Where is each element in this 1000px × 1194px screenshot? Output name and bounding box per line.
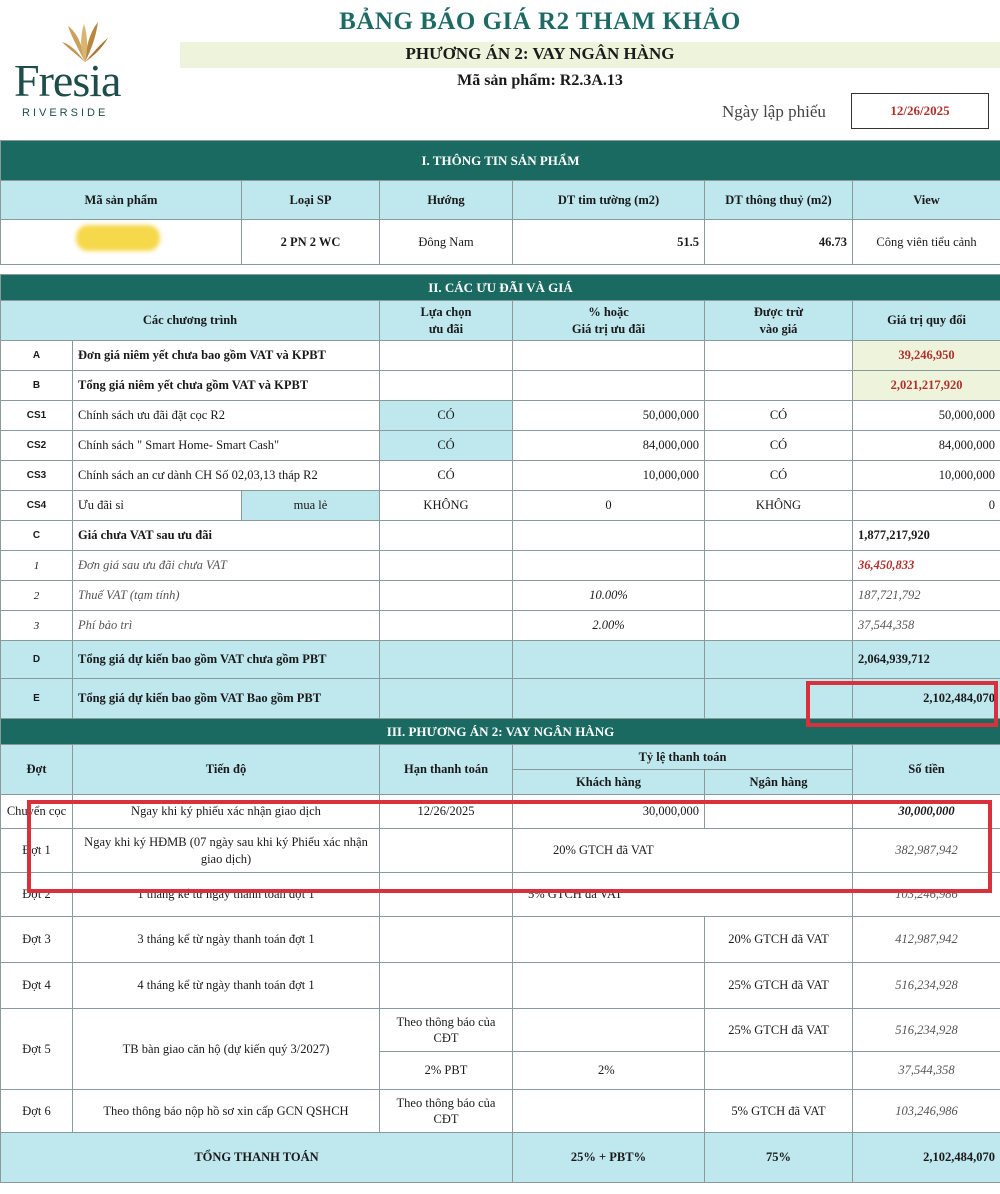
row-index: 3: [1, 611, 73, 641]
row-progress: 1 tháng kể từ ngày thanh toán đợt 1: [73, 873, 380, 917]
row-phase: Đợt 1: [1, 829, 73, 873]
row-progress: TB bàn giao căn hộ (dự kiến quý 3/2027): [73, 1009, 380, 1090]
col-header-deduct: Được trừ vào giá: [705, 301, 853, 341]
col-header-amount: Số tiền: [853, 745, 1000, 795]
row-choice: [380, 641, 513, 679]
row-pct: 50,000,000: [513, 401, 705, 431]
row-index: CS4: [1, 491, 73, 521]
row-choice[interactable]: CÓ: [380, 401, 513, 431]
row-amount: 412,987,942: [853, 917, 1000, 963]
row-index: 1: [1, 551, 73, 581]
col-header-view: View: [853, 181, 1000, 220]
col-header-direction: Hướng: [380, 181, 513, 220]
row-pct: [513, 641, 705, 679]
row-customer: [513, 1009, 705, 1052]
row-choice: [380, 551, 513, 581]
row-value: 39,246,950: [853, 341, 1000, 371]
col-header-area-wall: DT tim tường (m2): [513, 181, 705, 220]
col-header-ratio: Tỷ lệ thanh toán: [513, 745, 853, 770]
row-name: Đơn giá niêm yết chưa bao gồm VAT và KPBT: [73, 341, 380, 371]
row-progress: 3 tháng kể từ ngày thanh toán đợt 1: [73, 917, 380, 963]
row-amount: 516,234,928: [853, 1009, 1000, 1052]
row-phase: Đợt 5: [1, 1009, 73, 1090]
row-name: Thuế VAT (tạm tính): [73, 581, 380, 611]
row-name: Đơn giá sau ưu đãi chưa VAT: [73, 551, 380, 581]
table-row: [1, 521, 1000, 551]
row-deadline: Theo thông báo của CĐT: [380, 1090, 513, 1133]
table-row: [1, 491, 1000, 521]
row-bank: 5% GTCH đã VAT: [705, 1090, 853, 1133]
col-header-value: Giá trị quy đổi: [853, 301, 1000, 341]
row-deadline: [380, 963, 513, 1009]
row-deduct: [705, 611, 853, 641]
row-index: CS2: [1, 431, 73, 461]
section-2-title: II. CÁC ƯU ĐÃI VÀ GIÁ: [1, 275, 1000, 301]
row-choice[interactable]: KHÔNG: [380, 491, 513, 521]
row-progress: Theo thông báo nộp hồ sơ xin cấp GCN QSHCH: [73, 1090, 380, 1133]
row-phase: Đợt 4: [1, 963, 73, 1009]
row-deadline: Theo thông báo của CĐT: [380, 1009, 513, 1052]
page-title: BẢNG BÁO GIÁ R2 THAM KHẢO: [339, 8, 741, 35]
row-value: 36,450,833: [853, 551, 1000, 581]
col-header-progress: Tiến độ: [73, 745, 380, 795]
product-code-line: Mã sản phẩm: R2.3A.13: [457, 72, 623, 89]
row-pct: [513, 371, 705, 401]
table-row: [1, 341, 1000, 371]
row-pct: 0: [513, 491, 705, 521]
page-subtitle: PHƯƠNG ÁN 2: VAY NGÂN HÀNG: [405, 44, 675, 63]
row-customer: 20% GTCH đã VAT: [513, 829, 853, 873]
row-bank: 25% GTCH đã VAT: [705, 963, 853, 1009]
row-deduct: KHÔNG: [705, 491, 853, 521]
row-value: 84,000,000: [853, 431, 1000, 461]
date-label: Ngày lập phiếu: [722, 102, 826, 121]
row-value: 2,102,484,070: [853, 679, 1000, 719]
row-phase: Chuyển cọc: [1, 795, 73, 829]
row-pct: 2.00%: [513, 611, 705, 641]
col-header-deadline: Hạn thanh toán: [380, 745, 513, 795]
cell-type: 2 PN 2 WC: [242, 220, 380, 265]
row-value: 10,000,000: [853, 461, 1000, 491]
row-index: A: [1, 341, 73, 371]
highlight-box-deposit-rows: [27, 800, 992, 893]
row-index: CS1: [1, 401, 73, 431]
section-1-title: I. THÔNG TIN SẢN PHẨM: [1, 141, 1000, 181]
row-deadline: 2% PBT: [380, 1052, 513, 1090]
row-deduct: [705, 551, 853, 581]
table-row: [1, 641, 1000, 679]
payment-schedule-table: [0, 718, 1000, 1183]
row-customer: [513, 917, 705, 963]
row-customer: 2%: [513, 1052, 705, 1090]
row-amount: 37,544,358: [853, 1052, 1000, 1090]
total-bank: 75%: [705, 1133, 853, 1183]
row-value: 37,544,358: [853, 611, 1000, 641]
table-row: [1, 917, 1000, 963]
total-customer: 25% + PBT%: [513, 1133, 705, 1183]
row-progress: Ngay khi ký HĐMB (07 ngày sau khi ký Phiếu xác nhận giao dịch): [73, 829, 380, 873]
col-header-customer: Khách hàng: [513, 770, 705, 795]
row-choice: [380, 581, 513, 611]
row-pct: [513, 551, 705, 581]
cell-direction: Đông Nam: [380, 220, 513, 265]
col-header-area-net: DT thông thuỷ (m2): [705, 181, 853, 220]
table-row: [1, 1090, 1000, 1133]
row-deduct: [705, 521, 853, 551]
table-row: [1, 581, 1000, 611]
row-value: 0: [853, 491, 1000, 521]
col-header-product-code: Mã sản phẩm: [1, 181, 242, 220]
row-name: Ưu đãi sỉ: [73, 491, 242, 521]
row-progress: 4 tháng kể từ ngày thanh toán đợt 1: [73, 963, 380, 1009]
row-index: D: [1, 641, 73, 679]
row-phase: Đợt 3: [1, 917, 73, 963]
row-bank: [705, 1052, 853, 1090]
row-deduct: CÓ: [705, 401, 853, 431]
row-choice: [380, 521, 513, 551]
date-value: 12/26/2025: [851, 93, 989, 129]
row-name: Tổng giá dự kiến bao gồm VAT chưa gồm PBT: [73, 641, 380, 679]
row-choice[interactable]: CÓ: [380, 461, 513, 491]
row-name: Phí bảo trì: [73, 611, 380, 641]
row-value: 50,000,000: [853, 401, 1000, 431]
row-name: Chính sách an cư dành CH Số 02,03,13 tháp R2: [73, 461, 380, 491]
row-pct: 10,000,000: [513, 461, 705, 491]
row-name: Chính sách " Smart Home- Smart Cash": [73, 431, 380, 461]
highlight-box-total: [806, 681, 998, 727]
total-row: [1, 1133, 1000, 1183]
row-choice: [380, 679, 513, 719]
row-customer: [513, 1090, 705, 1133]
row-deduct: CÓ: [705, 431, 853, 461]
table-row: [1, 611, 1000, 641]
row-customer: 5% GTCH đã VAT: [513, 873, 853, 917]
row-customer: [513, 963, 705, 1009]
row-amount: 30,000,000: [853, 795, 1000, 829]
row-deadline: [380, 917, 513, 963]
cell-area-net: 46.73: [705, 220, 853, 265]
row-deduct: [705, 341, 853, 371]
col-header-choice: Lựa chọn ưu đãi: [380, 301, 513, 341]
logo-wordmark: Fresia: [14, 55, 121, 106]
row-phase: Đợt 2: [1, 873, 73, 917]
row-pct: [513, 341, 705, 371]
row-index: E: [1, 679, 73, 719]
row-pct: 10.00%: [513, 581, 705, 611]
pricing-table: [0, 274, 1000, 719]
row-name: Tổng giá niêm yết chưa gồm VAT và KPBT: [73, 371, 380, 401]
table-row: [1, 371, 1000, 401]
row-choice: [380, 371, 513, 401]
row-value: 2,064,939,712: [853, 641, 1000, 679]
cell-area-wall: 51.5: [513, 220, 705, 265]
cell-view: Công viên tiểu cảnh: [853, 220, 1000, 265]
row-customer: 30,000,000: [513, 795, 705, 829]
row-choice[interactable]: CÓ: [380, 431, 513, 461]
table-row: [1, 401, 1000, 431]
row-pct: [513, 521, 705, 551]
row-name: Giá chưa VAT sau ưu đãi: [73, 521, 380, 551]
row-value: 1,877,217,920: [853, 521, 1000, 551]
section-3-title: III. PHƯƠNG ÁN 2: VAY NGÂN HÀNG: [1, 719, 1000, 745]
total-label: TỔNG THANH TOÁN: [1, 1133, 513, 1183]
row-bank: 20% GTCH đã VAT: [705, 917, 853, 963]
col-header-bank: Ngân hàng: [705, 770, 853, 795]
row-name: Tổng giá dự kiến bao gồm VAT Bao gồm PBT: [73, 679, 380, 719]
row-value: 2,021,217,920: [853, 371, 1000, 401]
col-header-pct: % hoặc Giá trị ưu đãi: [513, 301, 705, 341]
row-index: CS3: [1, 461, 73, 491]
row-index: C: [1, 521, 73, 551]
col-header-phase: Đợt: [1, 745, 73, 795]
row-phase: Đợt 6: [1, 1090, 73, 1133]
row-pct: [513, 679, 705, 719]
row-deduct: [705, 581, 853, 611]
row-bank: 25% GTCH đã VAT: [705, 1009, 853, 1052]
row-index: B: [1, 371, 73, 401]
row-deduct: [705, 371, 853, 401]
row-index: 2: [1, 581, 73, 611]
row-deduct: CÓ: [705, 461, 853, 491]
row-amount: 103,246,986: [853, 1090, 1000, 1133]
row-amount: 103,246,986: [853, 873, 1000, 917]
row-sub-option[interactable]: mua lẻ: [242, 491, 380, 521]
table-row: [1, 963, 1000, 1009]
table-row: [1, 461, 1000, 491]
row-amount: 516,234,928: [853, 963, 1000, 1009]
redacted-mark: [76, 225, 160, 251]
row-progress: Ngay khi ký phiếu xác nhận giao dịch: [73, 795, 380, 829]
row-choice: [380, 341, 513, 371]
col-header-type: Loại SP: [242, 181, 380, 220]
table-row: [1, 431, 1000, 461]
row-deduct: [705, 641, 853, 679]
row-value: 187,721,792: [853, 581, 1000, 611]
row-pct: 84,000,000: [513, 431, 705, 461]
row-name: Chính sách ưu đãi đặt cọc R2: [73, 401, 380, 431]
logo-subtitle: RIVERSIDE: [22, 107, 109, 119]
table-row: [1, 551, 1000, 581]
row-amount: 382,987,942: [853, 829, 1000, 873]
total-amount: 2,102,484,070: [853, 1133, 1000, 1183]
col-header-program: Các chương trình: [1, 301, 380, 341]
row-choice: [380, 611, 513, 641]
table-row: [1, 1009, 1000, 1052]
row-deadline: 12/26/2025: [380, 795, 513, 829]
